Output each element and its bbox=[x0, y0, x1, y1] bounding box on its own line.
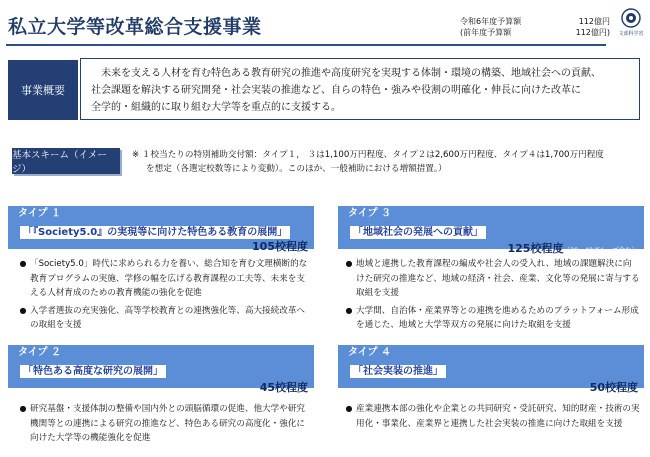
type-card-body bbox=[8, 249, 314, 333]
list-item bbox=[16, 304, 310, 333]
overview-line: 全学的・組織的に取り組む大学等を重点的に支援する。 bbox=[91, 102, 341, 113]
bullet-icon: ● bbox=[19, 259, 27, 268]
overview-line: 未来を支える人材を育む特色ある教育研究の推進や高度研究を実現する体制・環境の構築、地域社会への貢献、 bbox=[101, 68, 601, 79]
title-divider bbox=[6, 44, 606, 46]
scheme-label: 基本スキーム（イメージ） bbox=[12, 148, 120, 174]
bullet-icon: ● bbox=[19, 305, 27, 315]
type-card-body bbox=[338, 249, 644, 333]
overview-text bbox=[80, 58, 640, 120]
type-card-body bbox=[8, 388, 314, 446]
scheme-note-line: を想定（各選定校数等により変動）。このほか、一般補助における増額措置。） bbox=[146, 164, 447, 174]
budget-amount: 112億円 bbox=[578, 17, 610, 26]
type-title: 「地域社会の発展への貢献」 bbox=[350, 226, 486, 239]
list-item-text: 入学者選抜の充実強化、高等学校教育との連携強化等、高大接続改革への取組を支援 bbox=[30, 305, 306, 330]
type-card-header bbox=[338, 206, 644, 255]
type-count-value: 125校程度 bbox=[507, 242, 564, 255]
type-count-value: 105校程度 bbox=[252, 240, 308, 253]
budget-summary bbox=[460, 16, 610, 38]
scheme-note-line: ※ １校当たりの特別補助交付額：タイプ１， ３は1,100万円程度、タイプ２は2,600万円程度、タイプ４は1,700万円程度 bbox=[132, 150, 604, 160]
list-item-text: 大学間、自治体・産業界等との連携を進めるためのプラットフォーム形成を通じた、地域と大学等双方の発展に向けた取組を支援 bbox=[356, 305, 639, 330]
list-item bbox=[16, 257, 310, 301]
type-card-header bbox=[8, 206, 314, 253]
type-card-3 bbox=[338, 206, 644, 336]
overview-line: 社会課題を解決する研究開発・社会実装の推進など、自らの特色・強みや役割の明確化・伸長に向けた改革に bbox=[91, 85, 581, 96]
list-item-text: 「Society5.0」時代に求められる力を養い、総合知を育む文理横断的な教育プログラムの実施、学修の幅を広げる教育課程の工夫等、未来を支える人材育成のための教育機能の強化を促進 bbox=[30, 259, 308, 298]
ministry-name: 文部科学省 bbox=[618, 31, 644, 37]
type-card-4 bbox=[338, 345, 644, 434]
type-count-value: 45校程度 bbox=[259, 381, 308, 394]
type-card-1 bbox=[8, 206, 314, 336]
list-item bbox=[342, 257, 640, 301]
type-title: 「『Society5.0』の実現等に向けた特色ある教育の展開」 bbox=[20, 226, 290, 239]
type-count-value: 50校程度 bbox=[589, 381, 638, 394]
bullet-icon: ● bbox=[345, 259, 353, 268]
type-card-header bbox=[338, 345, 644, 394]
list-item bbox=[342, 402, 640, 431]
budget-row-previous bbox=[460, 27, 610, 38]
type-title: 「社会実装の推進」 bbox=[350, 365, 446, 378]
type-label: タイプ １ bbox=[18, 208, 61, 219]
type-card-header bbox=[8, 345, 314, 394]
budget-amount: 112億円) bbox=[575, 28, 610, 37]
bullet-icon: ● bbox=[345, 404, 353, 413]
list-item bbox=[16, 402, 310, 446]
list-item-text: 地域と連携した教育課程の編成や社会人の受入れ、地域の課題解決に向けた研究の推進など、地域の経済・社会、産業、文化等の発展に寄与する取組を支援 bbox=[356, 259, 640, 298]
type-count-note: （20～40グループ含む） bbox=[563, 246, 638, 254]
scheme-note bbox=[132, 148, 650, 176]
type-title: 「特色ある高度な研究の展開」 bbox=[20, 365, 166, 378]
ministry-emblem-icon bbox=[621, 8, 641, 28]
type-card-2 bbox=[8, 345, 314, 449]
ministry-logo bbox=[617, 8, 645, 37]
type-label: タイプ ４ bbox=[348, 347, 391, 358]
budget-label: (前年度予算額 bbox=[460, 28, 512, 37]
list-item-text: 研究基盤・支援体制の整備や国内外との頭脳循環の促進、他大学や研究機関等との連携による研究の推進など、特色ある研究の高度化・強化に向けた大学等の機能強化を促進 bbox=[30, 404, 306, 443]
list-item bbox=[342, 304, 640, 333]
budget-label: 令和6年度予算額 bbox=[460, 17, 522, 26]
type-label: タイプ ３ bbox=[348, 208, 391, 219]
budget-row-current bbox=[460, 16, 610, 27]
type-label: タイプ ２ bbox=[18, 347, 61, 358]
bullet-icon: ● bbox=[345, 305, 353, 315]
page-title: 私立大学等改革総合支援事業 bbox=[8, 16, 262, 38]
overview-label: 事業概要 bbox=[8, 60, 78, 120]
bullet-icon: ● bbox=[19, 404, 27, 413]
list-item-text: 産業連携本部の強化や企業との共同研究・受託研究、知的財産・技術の実用化・事業化、産業界と連携した社会実装の推進に向けた取組を支援 bbox=[356, 404, 640, 429]
